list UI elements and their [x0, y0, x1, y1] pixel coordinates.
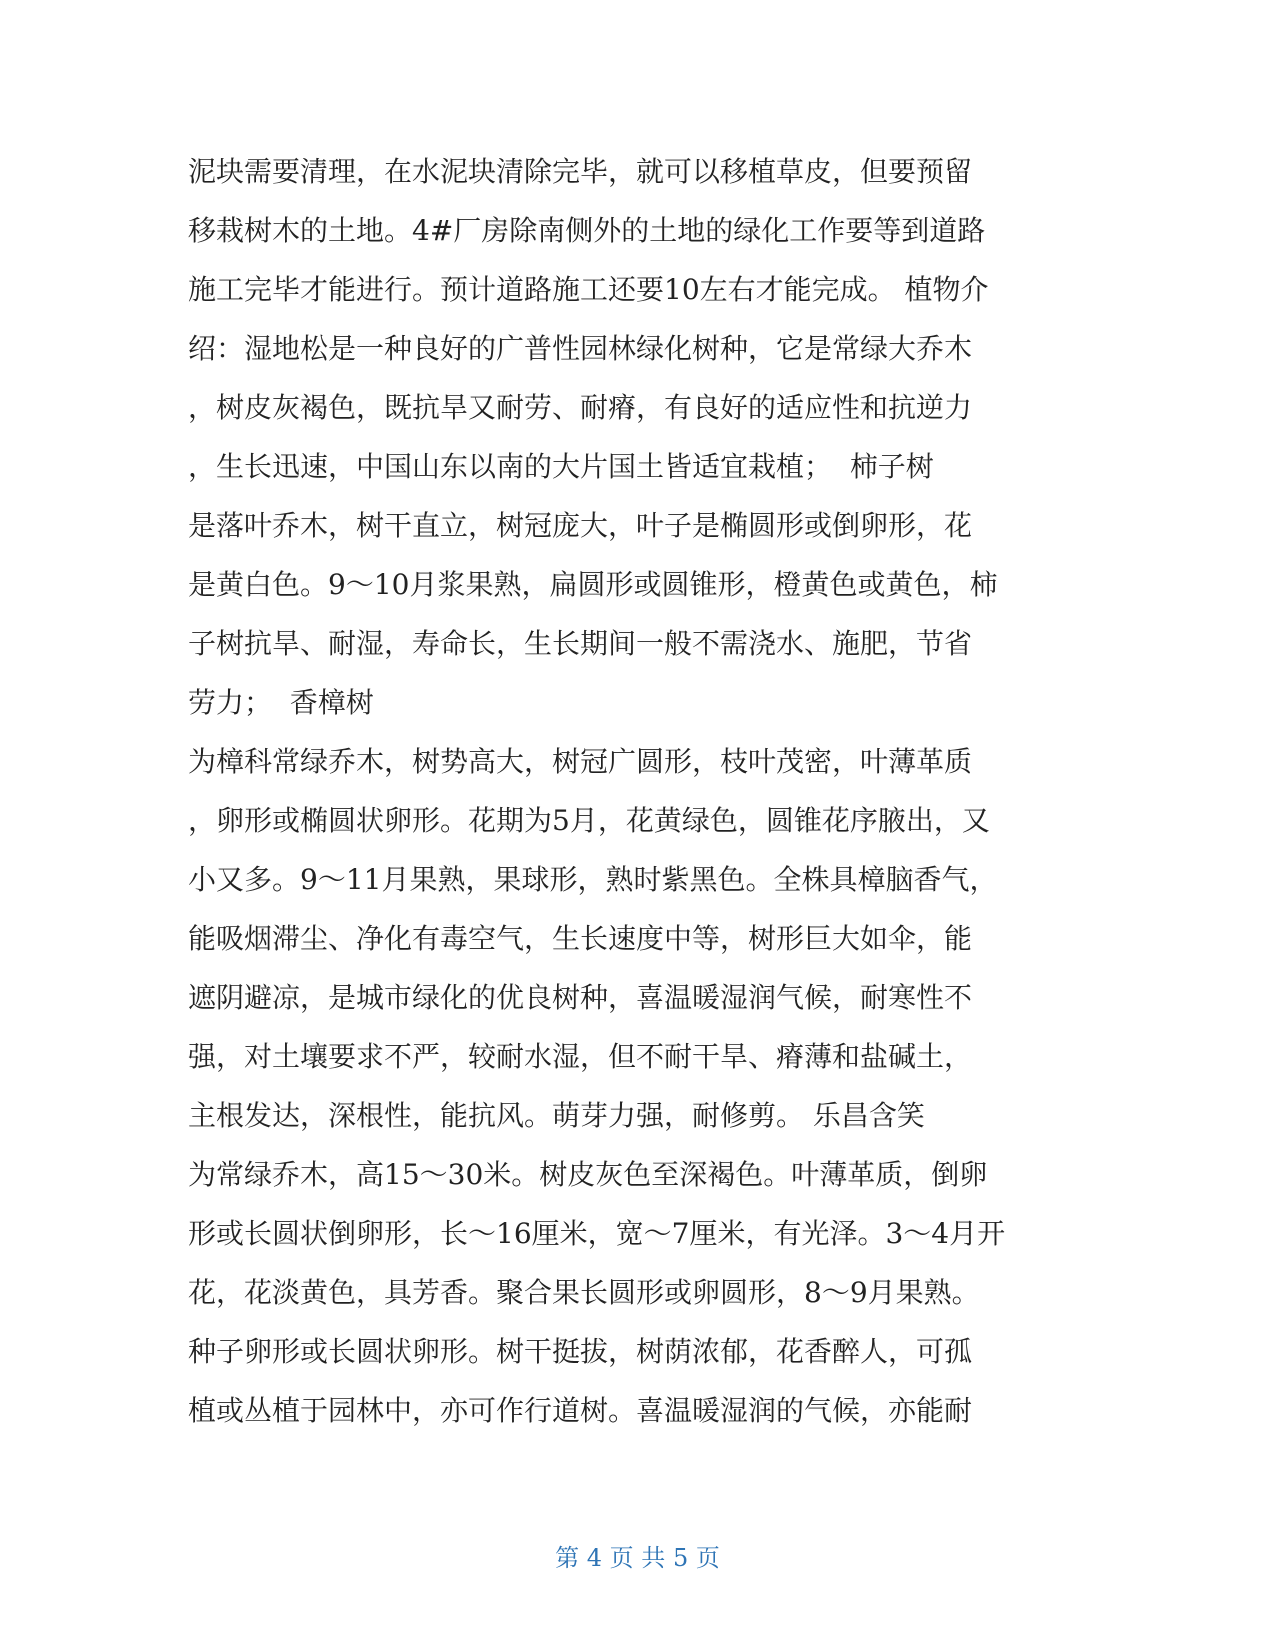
text-line: 主根发达，深根性，能抗风。萌芽力强，耐修剪。 乐昌含笑	[188, 1099, 925, 1132]
text-line: 绍：湿地松是一种良好的广普性园林绿化树种，它是常绿大乔木	[188, 332, 973, 365]
text-line: 形或长圆状倒卵形，长～16厘米，宽～7厘米，有光泽。3～4月开	[188, 1217, 1006, 1250]
text-line: 施工完毕才能进行。预计道路施工还要10左右才能完成。 植物介	[188, 273, 989, 306]
text-line: 植或丛植于园林中，亦可作行道树。喜温暖湿润的气候，亦能耐	[188, 1394, 973, 1427]
text-line: 为常绿乔木，高15～30米。树皮灰色至深褐色。叶薄革质，倒卵	[188, 1158, 988, 1191]
text-line: 移栽树木的土地。4#厂房除南侧外的土地的绿化工作要等到道路	[188, 214, 986, 247]
body-text	[188, 142, 1068, 1440]
text-line: 遮阴避凉，是城市绿化的优良树种，喜温暖湿润气候，耐寒性不	[188, 981, 973, 1014]
text-line: 小又多。9～11月果熟，果球形，熟时紫黑色。全株具樟脑香气，	[188, 863, 998, 896]
page-number-label: 第 4 页 共 5 页	[555, 1544, 720, 1572]
text-line: 是落叶乔木，树干直立，树冠庞大，叶子是椭圆形或倒卵形，花	[188, 509, 973, 542]
page-footer	[0, 1538, 1275, 1573]
text-line: ，生长迅速，中国山东以南的大片国土皆适宜栽植； 柿子树	[188, 450, 934, 483]
text-line: 花，花淡黄色，具芳香。聚合果长圆形或卵圆形，8～9月果熟。	[188, 1276, 980, 1309]
text-line: 劳力； 香樟树	[188, 686, 374, 719]
text-line: ，卵形或椭圆状卵形。花期为5月，花黄绿色，圆锥花序腋出，又	[188, 804, 990, 837]
text-line: 是黄白色。9～10月浆果熟，扁圆形或圆锥形，橙黄色或黄色，柿	[188, 568, 998, 601]
text-line: ，树皮灰褐色，既抗旱又耐劳、耐瘠，有良好的适应性和抗逆力	[188, 391, 973, 424]
text-line: 子树抗旱、耐湿，寿命长，生长期间一般不需浇水、施肥，节省	[188, 627, 973, 660]
text-line: 泥块需要清理，在水泥块清除完毕，就可以移植草皮，但要预留	[188, 155, 973, 188]
text-line: 强，对土壤要求不严，较耐水湿，但不耐干旱、瘠薄和盐碱土，	[188, 1040, 973, 1073]
text-line: 能吸烟滞尘、净化有毒空气，生长速度中等，树形巨大如伞，能	[188, 922, 973, 955]
text-line: 种子卵形或长圆状卵形。树干挺拔，树荫浓郁，花香醉人，可孤	[188, 1335, 973, 1368]
text-line: 为樟科常绿乔木，树势高大，树冠广圆形，枝叶茂密，叶薄革质	[188, 745, 973, 778]
